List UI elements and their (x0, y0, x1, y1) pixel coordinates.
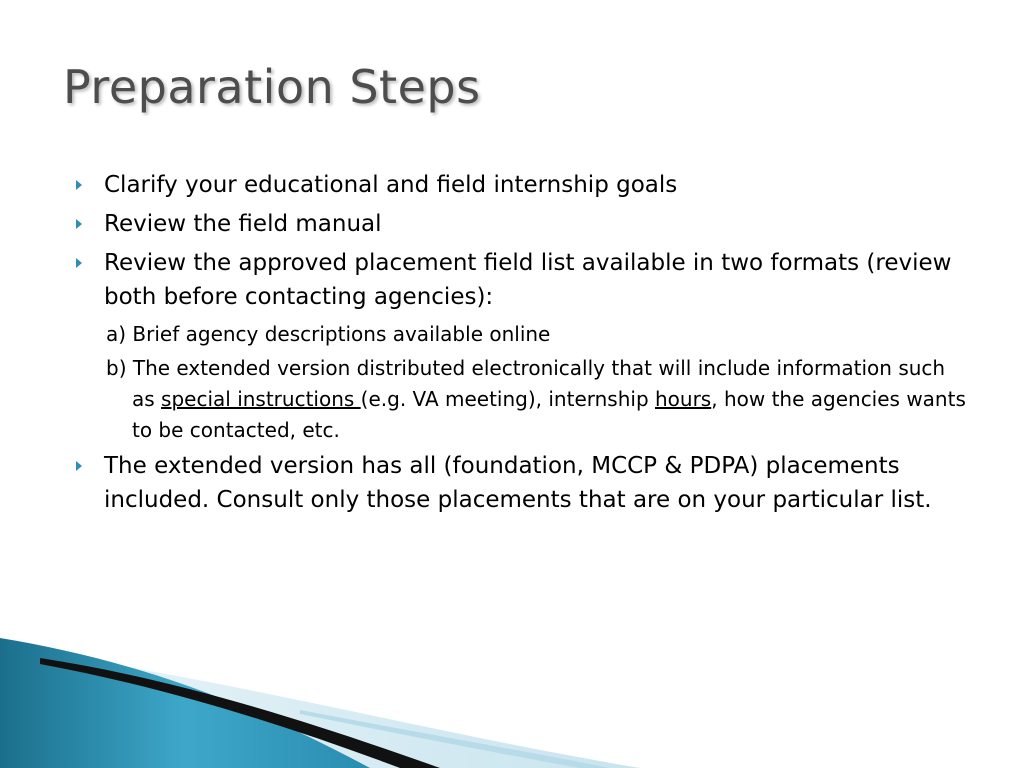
bullet-text: Clarify your educational and field internship goals (104, 172, 678, 198)
bullet-list (70, 168, 970, 522)
hours-underline: hours (655, 387, 712, 411)
bullet-item (70, 449, 970, 517)
special-instructions-underline: special instructions (161, 387, 361, 411)
bullet-item (70, 168, 970, 202)
bullet-item (70, 207, 970, 241)
sub-item-b-text: b) The extended version distributed electronically that will include information such as (106, 356, 946, 411)
sub-item-a (106, 319, 970, 350)
sub-item-b (106, 353, 970, 446)
triangle-bullet-icon (76, 180, 82, 190)
bullet-item (70, 246, 970, 314)
bullet-text: The extended version has all (foundation, MCCP & PDPA) placements included. Consult only those placements that are on your particular list. (104, 453, 932, 513)
triangle-bullet-icon (76, 219, 82, 229)
slide-title: Preparation Steps (63, 60, 481, 114)
teal-band (0, 638, 370, 768)
decorative-swoosh (0, 638, 1024, 768)
bullet-text: Review the approved placement field list available in two formats (review both before contacting agencies): (104, 250, 952, 310)
triangle-bullet-icon (76, 461, 82, 471)
sub-item-a-text: a) Brief agency descriptions available online (106, 322, 551, 346)
triangle-bullet-icon (76, 258, 82, 268)
bullet-text: Review the field manual (104, 211, 382, 237)
sub-item-b-text: (e.g. VA meeting), internship (360, 387, 655, 411)
sub-item-b-text: , how the agencies wants to be contacted, etc. (132, 387, 966, 442)
